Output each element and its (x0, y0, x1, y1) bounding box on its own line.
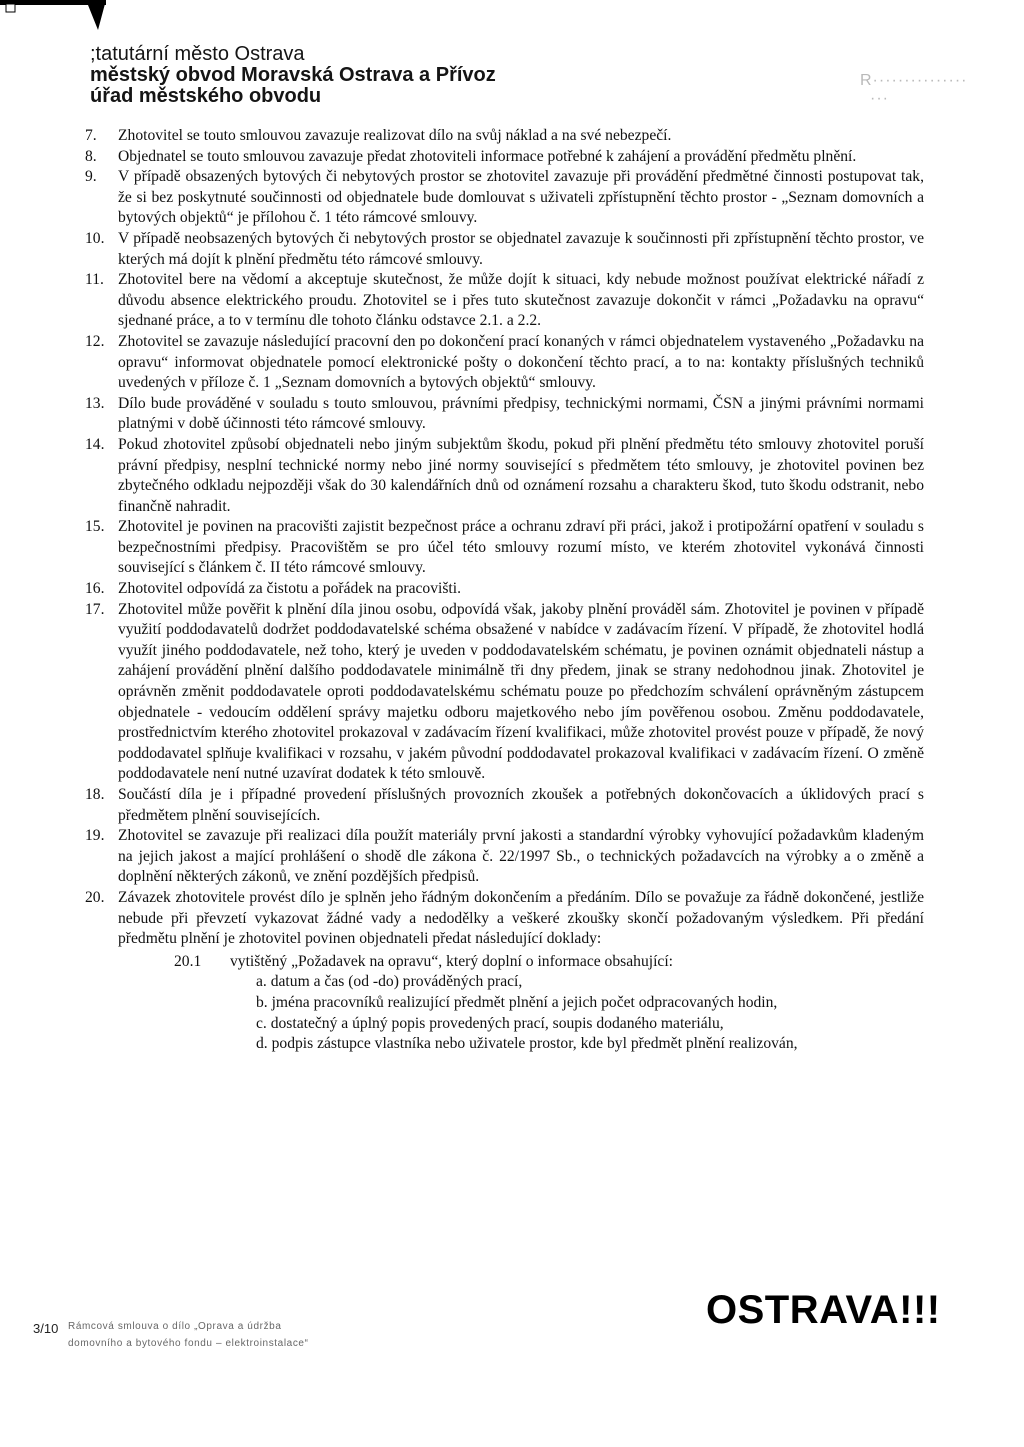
header-city: ;tatutární město Ostrava (90, 43, 305, 65)
contract-body (85, 126, 924, 1055)
list-item: 16. Zhotovitel odpovídá za čistotu a pořádek na pracovišti. (85, 580, 461, 598)
faint-stamp: R··············· ··· (860, 72, 968, 107)
header-district: městský obvod Moravská Ostrava a Přívoz (90, 64, 496, 86)
corner-mark-graphic (0, 0, 110, 34)
list-item: 13. Dílo bude prováděné v souladu s touto smlouvou, právními předpisy, technickými normami, ČSN a jinými právními normami platnými v době účinnosti této rámcové smlouvy. (85, 394, 924, 433)
page-number: 3/10 (33, 1321, 59, 1336)
list-item: 8. Objednatel se touto smlouvou zavazuje předat zhotoviteli informace potřebné k zahájení a provádění předmětu plnění. (85, 147, 857, 165)
list-item: 19. Zhotovitel se zavazuje při realizaci díla použít materiály první jakosti a standardní výrobky vyhovující požadavkům kladeným na jejich jakost a mající prohlášení o shodě dle zákona č. 22/1997 Sb., o technických požadavcích na výrobky a o změně a doplnění některých zákonů, ve znění pozdějších předpisů. (85, 827, 924, 886)
subitem-number: 20.1 (174, 952, 202, 970)
list-item: 11. Zhotovitel bere na vědomí a akceptuje skutečnost, že může dojít k situaci, kdy nebude možnost používat elektrické nářadí z důvodu absence elektrického proudu. Zhotovitel se i přes tuto skutečnost zavazuje dokončit v rámci „Požadavku na opravu“ sjednané práce, a to v termínu dle tohoto článku odstavce 2.1. a 2.2. (85, 271, 924, 330)
list-item: d. podpis zástupce vlastníka nebo uživatele prostor, kde byl předmět plnění realizován, (256, 1035, 798, 1053)
list-item: c. dostatečný a úplný popis provedených prací, soupis dodaného materiálu, (256, 1014, 724, 1032)
list-item: 7. Zhotovitel se touto smlouvou zavazuje realizovat dílo na svůj náklad a na své nebezpečí. (85, 127, 672, 144)
footer-document-title: Rámcová smlouva o dílo „Oprava a údržba domovního a bytového fondu – elektroinstalace“ (68, 1321, 309, 1349)
list-item: 15. Zhotovitel je povinen na pracovišti zajistit bezpečnost práce a ochranu zdraví při práci, jakož i protipožární opatření v souladu s bezpečnostními předpisy. Pracovištěm se pro účel této smlouvy rozumí místo, ve kterém zhotovitel vykonává činnosti související s článkem č. II této rámcové smlouvy. (85, 518, 924, 577)
list-item: 10. V případě neobsazených bytových či nebytových prostor se objednatel zavazuje k součinnosti při zpřístupnění těchto prostor, ve kterých má dojít k plnění předmětu této rámcové smlouvy. (85, 229, 924, 268)
list-item: 20. Závazek zhotovitele provést dílo je splněn jeho řádným dokončením a předáním. Dílo se považuje za řádně dokončené, jestliže nebude při převzetí vykazovat žádné vady a nedodělky a veškeré zkoušky skončí požadovaným výsledkem. Při předání předmětu plnění je zhotovitel povinen objednateli předat následující doklady: (85, 888, 924, 948)
header-office: úřad městského obvodu (90, 85, 322, 107)
list-item: b. jména pracovníků realizující předmět plnění a jejich počet odpracovaných hodin, (256, 993, 778, 1011)
list-item: 14. Pokud zhotovitel způsobí objednateli nebo jiným subjektům škodu, pokud při plnění předmětu této smlouvy zhotovitel poruší právní předpisy, nesplní technické normy nebo jiné normy související s předmětem této smlouvy, je zhotovitel povinen bez zbytečného odkladu nejpozději však do 30 kalendářních dnů od oznámení rozsahu a charakteru škod, tuto škodu odstranit, nebo finančně nahradit. (85, 435, 924, 515)
subitem-points (256, 972, 924, 1054)
list-item: 18. Součástí díla je i případné provedení příslušných provozních zkoušek a potřebných dokončovacích a úklidových prací s předmětem plnění souvisejících. (85, 786, 924, 824)
list-item: 17. Zhotovitel může pověřit k plnění díla jinou osobu, odpovídá však, jakoby plnění prováděl sám. Zhotovitel je povinen v případě využití poddodavatelů dodržet poddodavatelské schéma obsažené v nabídce v zadávacím řízení. V případě, že zhotovitel hodlá využít jiného poddodavatele, než toho, který je uveden v poddodavatelském schématu, je povinen oznámit objednateli nástup a zahájení provádění plnění dalšího poddodavatele minimálně tři dny předem, jinak se strany nedohodnou jinak. Zhotovitel je oprávněn změnit poddodavatele oproti poddodavatelskému schématu pouze po předchozím schválení oprávněným zástupcem objednatele - vedoucím oddělení správy majetku odboru majetkového nebo jím pověřenou osobou. Změnu poddodavatele, prostřednictvím kterého zhotovitel prokazoval v zadávacím řízení kvalifikaci, může zhotovitel provést pouze v případě, že nový poddodavatel splňuje kvalifikaci v rozsahu, v jakém původní poddodavatel prokazoval kvalifikaci v zadávacím řízení. O změně poddodavatele není nutné uzavírat dodatek k této smlouvě. (85, 600, 924, 783)
list-item: a. datum a čas (od -do) prováděných prací, (256, 973, 523, 991)
subitem-text: vytištěný „Požadavek na opravu“, který doplní o informace obsahující: (230, 952, 673, 970)
list-item: 12. Zhotovitel se zavazuje následující pracovní den po dokončení prací konaných v rámci objednatelem vystaveného „Požadavku na opravu“ informovat objednatele pomocí elektronické pošty o dokončení těchto prací, a to na: kontakty příslušných techniků uvedených v příloze č. 1 „Seznam domovních a bytových objektů“ smlouvy. (85, 332, 924, 392)
document-header (90, 44, 496, 107)
list-item: 9. V případě obsazených bytových či nebytových prostor se zhotovitel zavazuje při provádění předmětné činnosti postupovat tak, že si bez poskytnuté součinnosti od objednatele bude domlouvat s uživateli zpřístupnění těchto prostor - „Seznam domovních a bytových objektů“ je přílohou č. 1 této rámcové smlouvy. (85, 168, 924, 227)
ostrava-logo: OSTRAVA!!! (706, 1288, 941, 1332)
subitem-20-1 (118, 952, 924, 1055)
